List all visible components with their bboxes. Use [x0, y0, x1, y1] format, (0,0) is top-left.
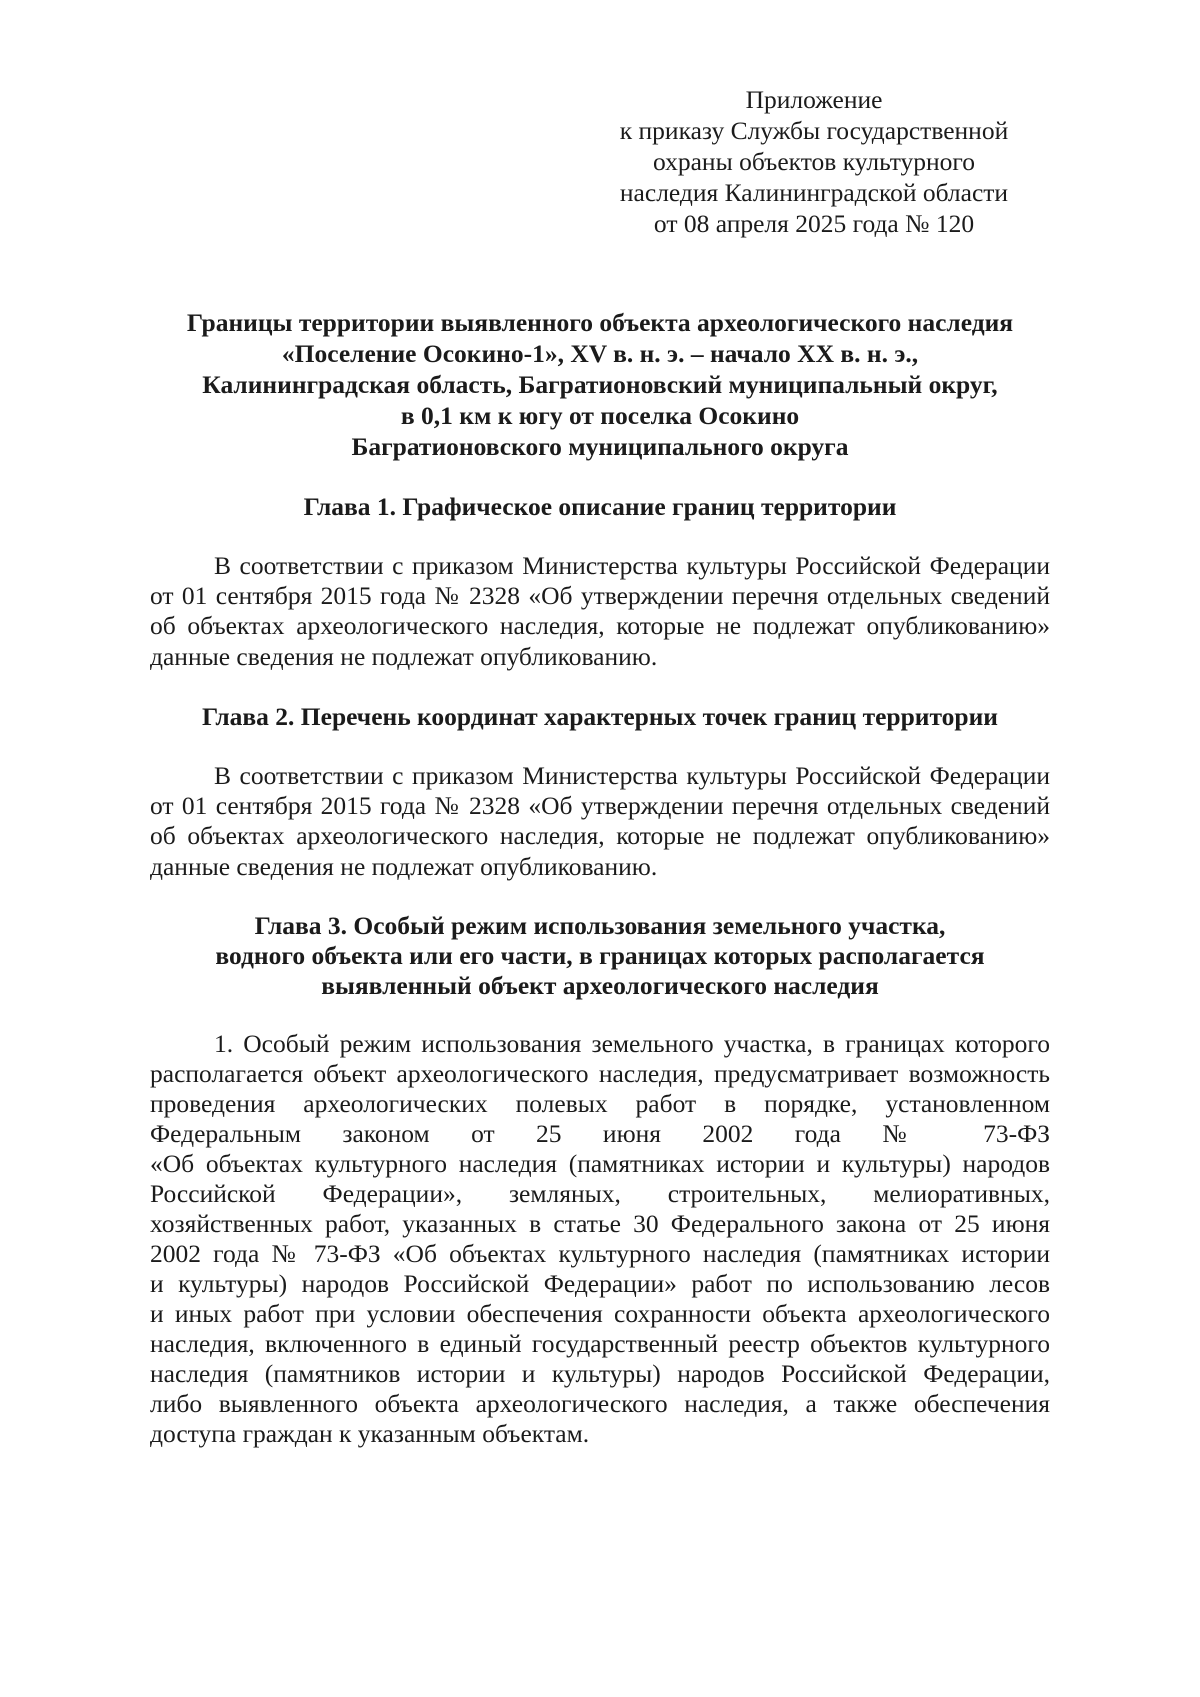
paragraph-line: наследия (памятников истории и культуры) народов Российской Федерации,: [150, 1359, 1050, 1388]
heading-line: Глава 3. Особый режим использования земельного участка,: [254, 911, 946, 940]
paragraph-line: «Об объектах культурного наследия (памятниках истории и культуры) народов: [150, 1149, 1050, 1178]
appendix-line: Приложение: [745, 85, 883, 114]
appendix-line: от 08 апреля 2025 года № 120: [653, 209, 975, 238]
paragraph-line: 2002 года № 73-ФЗ «Об объектах культурного наследия (памятниках истории: [150, 1239, 1050, 1268]
paragraph-line: Российской Федерации», земляных, строительных, мелиоративных,: [150, 1179, 1050, 1208]
chapter1-heading: Глава 1. Графическое описание границ территории: [303, 492, 897, 521]
paragraph-line: наследия, включенного в единый государственный реестр объектов культурного: [150, 1329, 1050, 1358]
paragraph-line: В соответствии с приказом Министерства культуры Российской Федерации: [214, 551, 1050, 580]
paragraph-line: располагается объект археологического наследия, предусматривает возможность: [150, 1059, 1050, 1088]
title-line: Багратионовского муниципального округа: [351, 432, 849, 461]
paragraph-line: данные сведения не подлежат опубликованию.: [150, 642, 658, 671]
paragraph-line: Федеральным законом от 25 июня 2002 года № 73-ФЗ: [150, 1119, 1050, 1148]
paragraph-line: хозяйственных работ, указанных в статье 30 Федерального закона от 25 июня: [150, 1209, 1050, 1238]
paragraph-line: В соответствии с приказом Министерства культуры Российской Федерации: [214, 761, 1050, 790]
paragraph-line: доступа граждан к указанным объектам.: [150, 1419, 590, 1448]
heading-line: выявленный объект археологического наследия: [321, 971, 879, 1000]
paragraph-line: и иных работ при условии обеспечения сохранности объекта археологического: [150, 1299, 1050, 1328]
appendix-line: наследия Калининградской области: [619, 178, 1009, 207]
paragraph-line: от 01 сентября 2015 года № 2328 «Об утверждении перечня отдельных сведений: [150, 581, 1050, 610]
appendix-line: к приказу Службы государственной: [619, 116, 1009, 145]
paragraph-line: об объектах археологического наследия, которые не подлежат опубликованию»: [150, 821, 1050, 850]
title-line: «Поселение Осокино-1», XV в. н. э. – начало XX в. н. э.,: [281, 339, 919, 368]
title-line: в 0,1 км к югу от поселка Осокино: [400, 401, 800, 430]
paragraph-line: об объектах археологического наследия, которые не подлежат опубликованию»: [150, 611, 1050, 640]
title-line: Калининградская область, Багратионовский муниципальный округ,: [202, 370, 998, 399]
title-line: Границы территории выявленного объекта археологического наследия: [186, 308, 1014, 337]
appendix-line: охраны объектов культурного: [652, 147, 976, 176]
paragraph-line: либо выявленного объекта археологического наследия, а также обеспечения: [150, 1389, 1050, 1418]
paragraph-line: данные сведения не подлежат опубликованию.: [150, 852, 658, 881]
paragraph-line: проведения археологических полевых работ в порядке, установленном: [150, 1089, 1050, 1118]
paragraph-line: и культуры) народов Российской Федерации» работ по использованию лесов: [150, 1269, 1050, 1298]
paragraph-line: 1. Особый режим использования земельного участка, в границах которого: [214, 1029, 1050, 1058]
chapter2-heading: Глава 2. Перечень координат характерных точек границ территории: [201, 702, 999, 731]
heading-line: водного объекта или его части, в границах которых располагается: [215, 941, 985, 970]
paragraph-line: от 01 сентября 2015 года № 2328 «Об утверждении перечня отдельных сведений: [150, 791, 1050, 820]
